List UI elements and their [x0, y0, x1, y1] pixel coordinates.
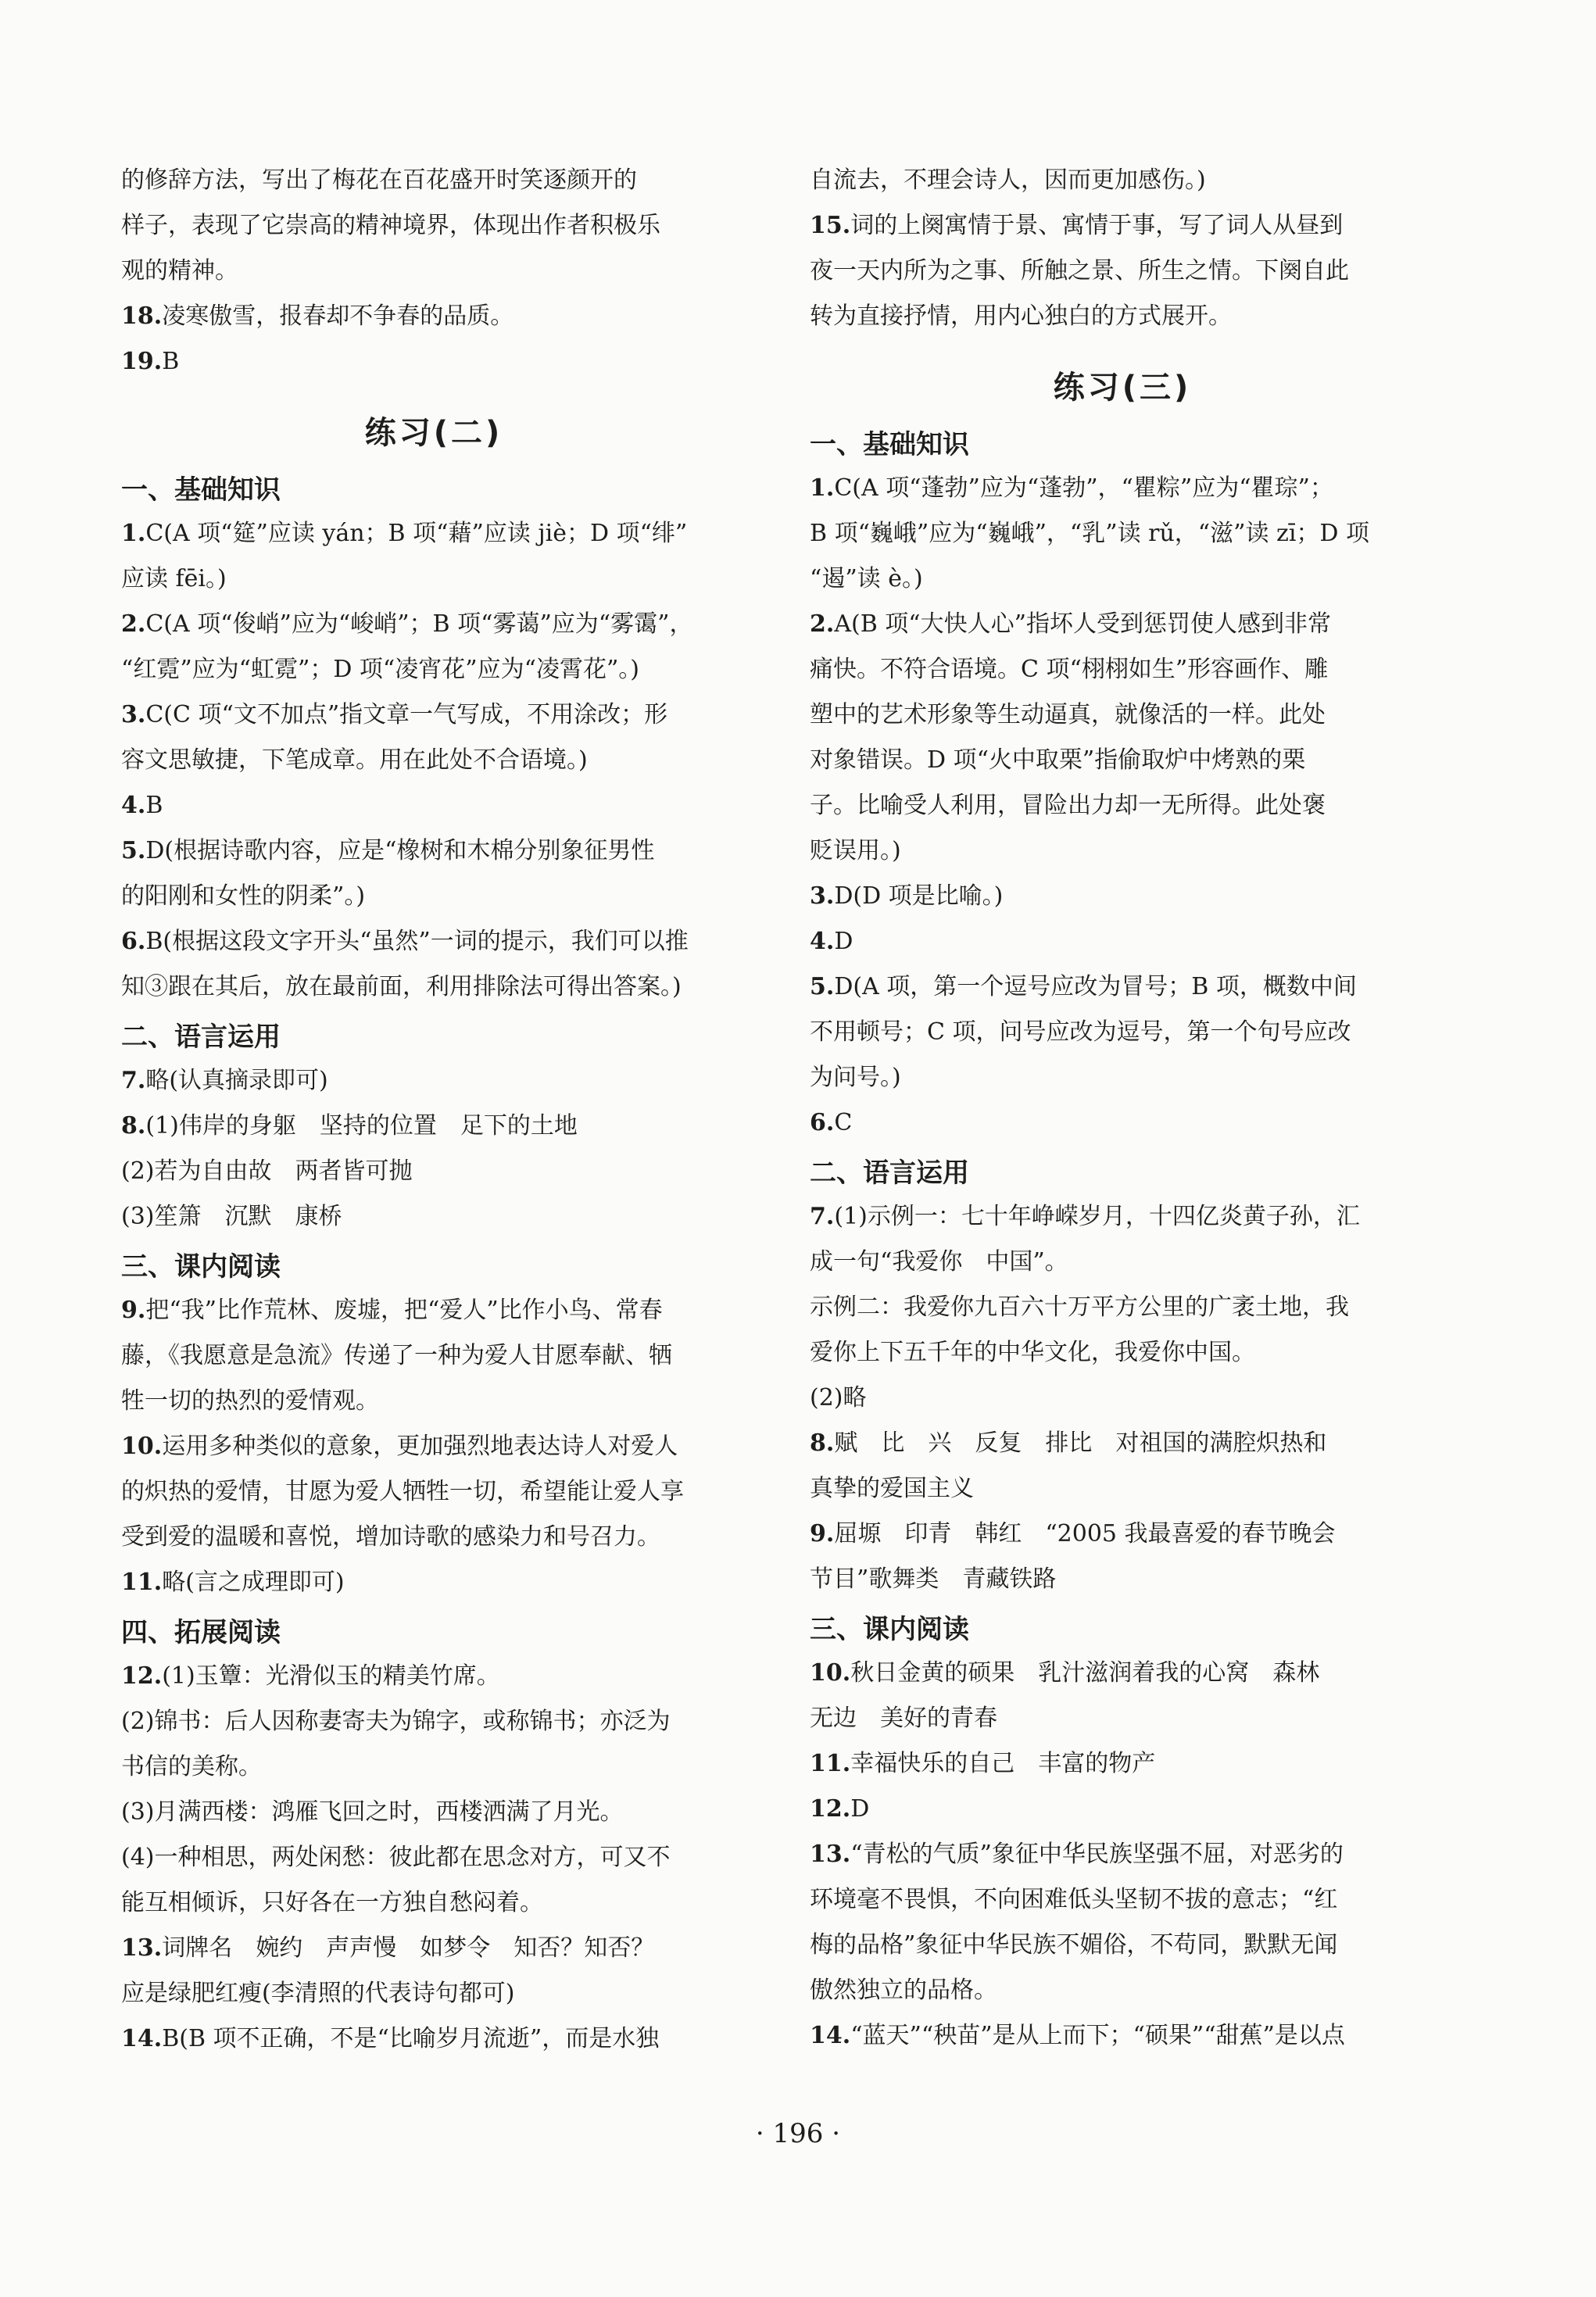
item-text: D(D 项是比喻。) [834, 882, 1004, 910]
item-text: 幸福快乐的自己 丰富的物产 [850, 1750, 1156, 1777]
answer-item [810, 1658, 1435, 1704]
item-number: 14. [121, 2025, 163, 2052]
section-heading: 一、基础知识 [810, 429, 969, 460]
item-text: A(B 项“大快人心”指坏人受到惩罚使人感到非常 [834, 610, 1331, 638]
page-number: · 196 · [755, 2118, 841, 2149]
text-line: 示例二：我爱你九百六十万平方公里的广袤土地，我 [810, 1293, 1349, 1321]
text-line: 真挚的爱国主义 [810, 1475, 974, 1502]
item-text: 屈塬 印青 韩红 “2005 我最喜爱的春节晚会 [834, 1520, 1336, 1547]
item-text: 凌寒傲雪，报春却不争春的品质。 [162, 302, 514, 330]
text-line: 应读 fēi。) [121, 565, 227, 592]
text-line: B 项“巍峨”应为“巍峨”，“乳”读 rǔ，“滋”读 zī；D 项 [810, 520, 1370, 547]
item-number: 11. [810, 1750, 851, 1777]
item-number: 1. [121, 520, 146, 547]
answer-item [810, 2021, 1435, 2066]
text-line: (3)笙箫 沉默 康桥 [121, 1203, 342, 1230]
item-number: 9. [121, 1297, 146, 1324]
answer-item [810, 610, 1435, 655]
left-column [121, 166, 746, 2070]
text-line: “红霓”应为“虹霓”；D 项“凌宵花”应为“凌霄花”。) [121, 656, 639, 683]
text-line: 容文思敏捷，下笔成章。用在此处不合语境。) [121, 746, 588, 774]
answer-item [810, 474, 1435, 519]
answer-item [810, 1840, 1435, 1885]
item-text: C(C 项“文不加点”指文章一气写成，不用涂改；形 [145, 701, 668, 728]
text-line: 知③跟在其后，放在最前面，利用排除法可得出答案。) [121, 973, 682, 1000]
text-line: 受到爱的温暖和喜悦，增加诗歌的感染力和号召力。 [121, 1523, 660, 1551]
item-text: (1)伟岸的身躯 坚持的位置 足下的土地 [145, 1112, 578, 1140]
answer-item [121, 519, 746, 564]
text-line: (2)若为自由故 两者皆可抛 [121, 1157, 413, 1185]
item-text: 秋日金黄的硕果 乳汁滋润着我的心窝 森林 [850, 1659, 1320, 1687]
item-text: “蓝天”“秧苗”是从上而下；“硕果”“甜蕉”是以点 [850, 2022, 1345, 2049]
item-number: 9. [810, 1520, 835, 1547]
section-heading: 二、语言运用 [810, 1157, 969, 1189]
item-number: 8. [121, 1112, 146, 1140]
item-text: B(B 项不正确，不是“比喻岁月流逝”，而是水独 [162, 2025, 660, 2052]
item-text: C(A 项“蓬勃”应为“蓬勃”，“瞿粽”应为“瞿琮”； [834, 474, 1333, 502]
text-line: (2)略 [810, 1384, 867, 1411]
item-number: 4. [121, 792, 146, 819]
item-text: D(根据诗歌内容，应是“橡树和木棉分别象征男性 [145, 837, 655, 864]
item-text: D [834, 928, 853, 955]
text-line: (3)月满西楼：鸿雁飞回之时，西楼洒满了月光。 [121, 1798, 624, 1826]
answer-item [810, 1794, 1435, 1840]
item-number: 12. [810, 1795, 851, 1823]
item-text: 词的上阕寓情于景、寓情于事，写了词人从昼到 [850, 212, 1344, 239]
answer-item [121, 927, 746, 972]
answer-item [810, 1202, 1435, 1247]
item-number: 13. [810, 1841, 851, 1868]
item-text: 略(认真摘录即可) [145, 1067, 328, 1094]
item-text: “青松的气质”象征中华民族坚强不屈，对恶劣的 [850, 1841, 1344, 1868]
text-line: 塑中的艺术形象等生动逼真，就像活的一样。此处 [810, 701, 1326, 728]
text-line: 夜一天内所为之事、所触之景、所生之情。下阕自此 [810, 257, 1349, 284]
answer-item [121, 1111, 746, 1157]
item-text: 运用多种类似的意象，更加强烈地表达诗人对爱人 [162, 1433, 678, 1460]
text-line: 为问号。) [810, 1064, 901, 1091]
item-number: 13. [121, 1934, 163, 1962]
item-text: B [162, 348, 180, 375]
text-line: 节目”歌舞类 青藏铁路 [810, 1565, 1057, 1593]
answer-item [121, 2024, 746, 2070]
answer-item [121, 1296, 746, 1341]
item-text: 略(言之成理即可) [162, 1569, 345, 1596]
exercise-title: 练习(二) [364, 415, 503, 451]
item-number: 11. [121, 1569, 163, 1596]
answer-item [121, 302, 746, 347]
item-number: 6. [121, 928, 146, 955]
answer-item [121, 347, 746, 392]
text-line: 能互相倾诉，只好各在一方独自愁闷着。 [121, 1889, 543, 1916]
item-number: 19. [121, 348, 163, 375]
item-text: C(A 项“俊峭”应为“峻峭”；B 项“雾蔼”应为“雾霭”， [145, 610, 693, 638]
item-number: 12. [121, 1662, 163, 1690]
text-line: 贬误用。) [810, 837, 901, 864]
text-line: (2)锦书：后人因称妻寄夫为锦字，或称锦书；亦泛为 [121, 1708, 671, 1735]
item-number: 15. [810, 212, 851, 239]
section-heading: 一、基础知识 [121, 474, 281, 506]
section-heading: 三、课内阅读 [121, 1251, 281, 1283]
text-line: 自流去，不理会诗人，因而更加感伤。) [810, 166, 1206, 194]
item-text: D(A 项，第一个逗号应改为冒号；B 项，概数中间 [834, 973, 1357, 1000]
text-line: 环境毫不畏惧，不向困难低头坚韧不拔的意志；“红 [810, 1886, 1338, 1913]
item-number: 10. [810, 1659, 851, 1687]
answer-item [810, 882, 1435, 927]
text-line: 无边 美好的青春 [810, 1705, 997, 1732]
text-line: 的阳刚和女性的阴柔”。) [121, 882, 366, 910]
text-line: 的炽热的爱情，甘愿为爱人牺牲一切，希望能让爱人享 [121, 1478, 684, 1505]
exercise-title: 练习(三) [1053, 370, 1192, 406]
item-text: (1)玉簟：光滑似玉的精美竹席。 [162, 1662, 500, 1690]
text-line: 对象错误。D 项“火中取栗”指偷取炉中烤熟的栗 [810, 746, 1306, 774]
item-number: 10. [121, 1433, 163, 1460]
section-heading: 三、课内阅读 [810, 1614, 969, 1645]
text-line: 不用顿号；C 项，问号应改为逗号，第一个句号应改 [810, 1018, 1351, 1046]
text-line: 转为直接抒情，用内心独白的方式展开。 [810, 302, 1232, 330]
item-number: 7. [810, 1203, 835, 1230]
item-number: 6. [810, 1109, 835, 1136]
text-line: 痛快。不符合语境。C 项“栩栩如生”形容画作、雕 [810, 656, 1329, 683]
right-column [810, 166, 1435, 2066]
item-number: 1. [810, 474, 835, 502]
item-number: 8. [810, 1429, 835, 1457]
text-line: 梅的品格”象征中华民族不媚俗，不苟同，默默无闻 [810, 1931, 1338, 1959]
answer-item [121, 836, 746, 882]
text-line: 书信的美称。 [121, 1753, 262, 1780]
answer-item [810, 1749, 1435, 1794]
text-line: 应是绿肥红瘦(李清照的代表诗句都可) [121, 1980, 515, 2007]
item-number: 18. [121, 302, 163, 330]
item-text: (1)示例一：七十年峥嵘岁月，十四亿炎黄子孙，汇 [834, 1203, 1360, 1230]
text-line: 牲一切的热烈的爱情观。 [121, 1387, 379, 1415]
item-number: 5. [121, 837, 146, 864]
text-line: 样子，表现了它崇高的精神境界，体现出作者积极乐 [121, 212, 660, 239]
item-number: 5. [810, 973, 835, 1000]
answer-item [121, 1934, 746, 1979]
item-number: 3. [810, 882, 835, 910]
answer-item [121, 791, 746, 836]
item-number: 4. [810, 928, 835, 955]
item-text: D [850, 1795, 870, 1823]
answer-item [121, 700, 746, 746]
answer-item [810, 927, 1435, 972]
item-number: 14. [810, 2022, 851, 2049]
section-heading: 四、拓展阅读 [121, 1617, 281, 1648]
text-line: 傲然独立的品格。 [810, 1977, 997, 2004]
text-line: 爱你上下五千年的中华文化，我爱你中国。 [810, 1339, 1255, 1366]
item-text: C [834, 1109, 853, 1136]
item-text: 赋 比 兴 反复 排比 对祖国的满腔炽热和 [834, 1429, 1327, 1457]
text-line: “遏”读 è。) [810, 565, 923, 592]
text-line: 成一句“我爱你 中国”。 [810, 1248, 1068, 1276]
answer-item [810, 1429, 1435, 1474]
section-heading: 二、语言运用 [121, 1021, 281, 1053]
item-text: C(A 项“筵”应读 yán；B 项“藉”应读 jiè；D 项“绯” [145, 520, 688, 547]
item-text: 词牌名 婉约 声声慢 如梦令 知否？知否？ [162, 1934, 655, 1962]
answer-item [810, 1519, 1435, 1565]
answer-item [121, 1568, 746, 1613]
text-line: (4)一种相思，两处闲愁：彼此都在思念对方，可又不 [121, 1844, 671, 1871]
text-line: 的修辞方法，写出了梅花在百花盛开时笑逐颜开的 [121, 166, 637, 194]
item-number: 2. [810, 610, 835, 638]
answer-item [121, 1432, 746, 1477]
item-text: B(根据这段文字开头“虽然”一词的提示，我们可以推 [145, 928, 689, 955]
item-text: B [145, 792, 163, 819]
item-number: 3. [121, 701, 146, 728]
answer-item [121, 1662, 746, 1707]
answer-item [121, 610, 746, 655]
item-number: 7. [121, 1067, 146, 1094]
answer-item [121, 1066, 746, 1111]
text-line: 子。比喻受人利用，冒险出力却一无所得。此处褒 [810, 792, 1326, 819]
item-number: 2. [121, 610, 146, 638]
text-line: 观的精神。 [121, 257, 238, 284]
answer-item [810, 211, 1435, 256]
text-line: 藤，《我愿意是急流》传递了一种为爱人甘愿奉献、牺 [121, 1342, 672, 1369]
answer-item [810, 1108, 1435, 1154]
item-text: 把“我”比作荒林、废墟，把“爱人”比作小鸟、常春 [145, 1297, 663, 1324]
answer-item [810, 972, 1435, 1018]
